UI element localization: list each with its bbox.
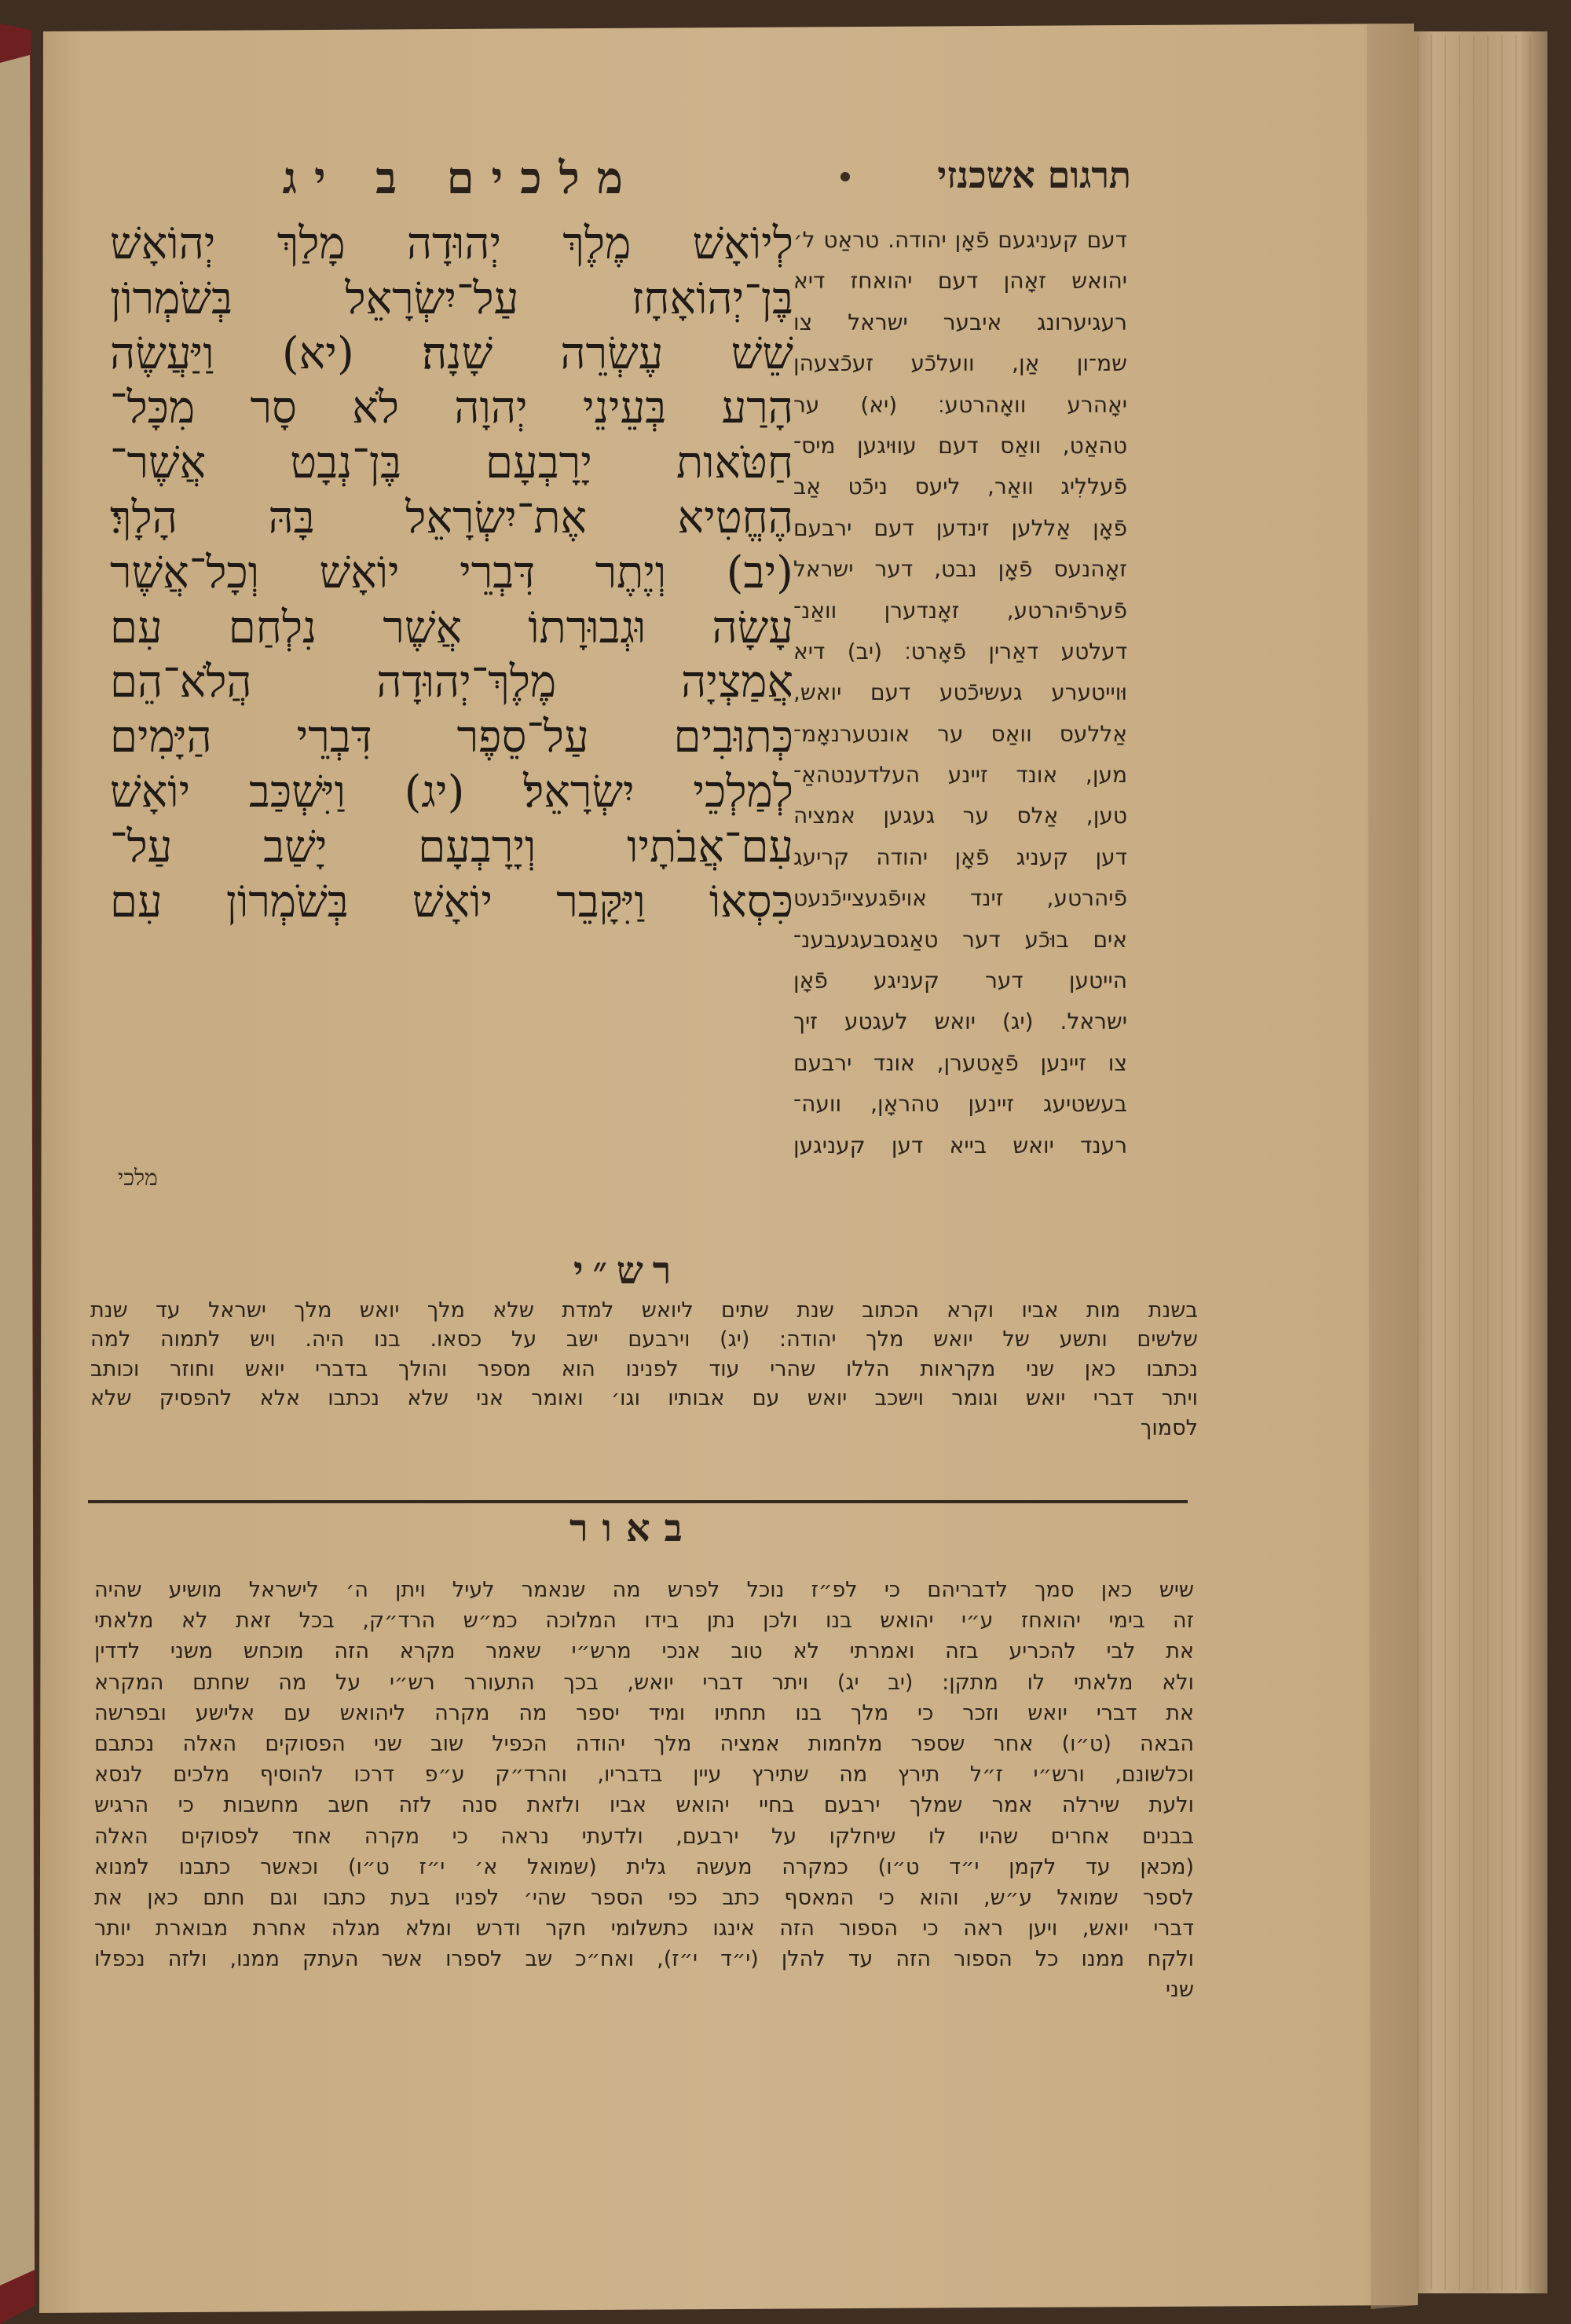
main-text-line: לְמַלְכֵי יִשְׂרָאֵל׃ (יג) וַיִּשְׁכַּב יוֹאָשׁ	[110, 766, 793, 818]
biur-line: הבאה (ט״ו) אחר שספר מלחמות אמציה מלך יהודה הכפיל שוב שני הפסוקים האלה נכתבם	[94, 1731, 1194, 1756]
hebrew-main-text	[110, 217, 793, 929]
translation-column	[793, 220, 1127, 1166]
translation-line: יאָהרע וואָהרטע׃ (יא) ער	[793, 391, 1127, 418]
biur-heading: באור	[569, 1506, 697, 1550]
biur-line: את לבי להכריע בזה ואמרתי לא טוב אנכי מרש״י שאמר מקרא הזה מוכחש משני לדדין	[94, 1639, 1194, 1664]
biur-line: זה בימי יהואחז ע״י יהואש בנו ולכן נתן בידו המלוכה כמ״ש הרד״ק, בכל זאת לא מלאתי	[94, 1609, 1194, 1634]
main-text-line: חַטֹּאות יָרָבְעָם בֶּן־נְבָט אֲשֶׁר־	[110, 437, 793, 489]
biur-line: ולעת שירלה אמר שמלך ירבעם בחיי יהואש אביו ולזאת סנה לזה חשב מחשבות כי הרגיש	[94, 1793, 1194, 1818]
translation-line: אים בוּכֿע דער טאַגסבעגעבענ־	[793, 926, 1127, 953]
translation-line: מען, אונד זיינע העלדענטהאַ־	[793, 762, 1127, 789]
translation-line: דעלטע דאַרין פֿאָרט׃ (יב) דיא	[793, 638, 1127, 664]
rashi-line: ויתר דברי יואש וגומר וישכב יואש עם אבותיו וגו׳ ואומר אני שלא נכתבו אלא להפסיק שלא	[90, 1386, 1198, 1411]
translation-line: ישראל. (יג) יואש לעגטע זיך	[793, 1008, 1127, 1035]
biur-line: וכלשונם, ורש״י ז״ל תירץ מה שתירץ עיין בדבריו, והרד״ק ע״פ דרכו להוסיף מלכים לנסא	[94, 1762, 1194, 1788]
main-text-line: לְיוֹאָשׁ מֶלֶךְ יְהוּדָה מָלַךְ יְהוֹאָשׁ	[110, 218, 793, 269]
biur-line: דברי יואש, ויען ראה כי הספור הזה אינגו כתשלומי חקר ודרש ומלא מגלה אחרת מבוארת יותר	[94, 1916, 1194, 1942]
main-text-line: הֶחֱטִיא אֶת־יִשְׂרָאֵל בָּהּ הָלָךְ׃	[110, 492, 793, 543]
translation-line: רענד יואש בייא דען קעניגען	[793, 1132, 1127, 1158]
main-text-line: שֵׁשׁ עֶשְׂרֵה שָׁנָה׃ (יא) וַיַּעֲשֶׂה	[110, 328, 793, 379]
translation-line: פֿערפֿיהרטע, זאָנדערן וואַנ־	[793, 597, 1127, 624]
rashi-line: בשנת מות אביו וקרא הכתוב שנת שתים ליואש למדת שלא מלך יואש מלך ישראל עד שנת	[90, 1298, 1198, 1323]
main-text-line: עִם־אֲבֹתָיו וְיָרָבְעָם יָשַׁב עַל־	[110, 821, 793, 873]
translation-line: בעשטיעג זיינען טהראָן, וועה־	[793, 1091, 1127, 1118]
main-text-line: הָרַע בְּעֵינֵי יְהוָה לֹא סָר מִכָּל־	[110, 382, 793, 434]
running-header-book: מלכים ב יג	[282, 152, 640, 204]
biur-line: ולקח ממנו כל הספור הזה עד להלן (י״ד י״ז), ואח״כ שב לספרו אשר העתק ממנו, ולזה נכפלו	[94, 1947, 1194, 1972]
translation-line: שמ־ון אַן, וועלכֿע זעכֿצעהן	[793, 350, 1127, 377]
main-text-line: כְּתוּבִים עַל־סֵפֶר דִּבְרֵי הַיָּמִים	[110, 712, 793, 763]
translation-line: טען, אַלס ער געגען אמציה	[793, 803, 1127, 829]
rashi-line: לסמוך	[1140, 1415, 1198, 1440]
translation-line: רעגיערונג איבער ישראל צו	[793, 309, 1127, 335]
biur-line: ולא מלאתי לו מתקן: (יב יג) ויתר דברי יואש, בכך התעורר רש״י על מה שחתם המקרא	[94, 1670, 1194, 1695]
main-text-line: בֶּן־יְהוֹאָחָז עַל־יִשְׂרָאֵל בְּשֹׁמְרוֹן	[110, 273, 793, 324]
biur-line: בבנים אחרים שהיו לו שיחלקו על ירבעם, ולדעתי נראה כי מקרה אחד לפסוקים האלה	[94, 1824, 1194, 1849]
rashi-heading: רש״י	[573, 1249, 681, 1293]
main-text-line: עָשָׂה וּגְבוּרָתוֹ אֲשֶׁר נִלְחַם עִם	[110, 602, 793, 653]
catchword: מלכי	[118, 1165, 158, 1191]
rashi-line: שלשים ותשע של יואש מלך יהודה: (יג) וירבעם ישב על כסאו. בנו היה. ויש לתמוה למה	[90, 1327, 1198, 1352]
biur-line: שיש כאן סמך לדבריהם כי לפ״ז נוכל לפרש מה שנאמר לעיל ויתן ה׳ לישראל מושיע שהיה	[94, 1578, 1194, 1602]
translation-line: יהואש זאָהן דעם יהואחז דיא	[793, 268, 1127, 295]
biur-line: (מכאן עד לקמן י״ד ט״ו) כמקרה מעשה גלית (שמואל א׳ י״ז ט״ו) וכאשר כתבנו למנוא	[94, 1854, 1194, 1879]
translation-line: דען קעניג פֿאָן יהודה קריעג	[793, 844, 1127, 870]
translation-line: הייטען דער קעניגע פֿאָן	[793, 968, 1127, 994]
main-text-line: כִּסְאוֹ וַיִּקָּבֵר יוֹאָשׁ בְּשֹׁמְרוֹן עִם	[110, 876, 793, 928]
translation-line: פֿאָן אַללען זינדען דעם ירבעם	[793, 514, 1127, 541]
translation-line: זאָהנעס פֿאָן נבט, דער ישראל	[793, 556, 1127, 583]
biur-line: את דברי יואש וזכר כי מלך בנו תחתיו ומיד יספר מה מקרה ליהואש עם אלישע ובפרשה	[94, 1700, 1194, 1726]
main-text-line: (יב) וְיֶתֶר דִּבְרֵי יוֹאָשׁ וְכָל־אֲשֶׁר	[110, 547, 793, 598]
translation-line: דעם קעניגעם פֿאָן יהודה. טראַט ל׳	[793, 227, 1127, 253]
rashi-commentary	[90, 1296, 1198, 1443]
header-ornament-icon	[840, 172, 850, 181]
main-text-line: אֲמַצְיָה מֶלֶךְ־יְהוּדָה הֲלֹא־הֵם	[110, 657, 793, 708]
translation-line: צו זיינען פֿאַטערן, אונד ירבעם	[793, 1049, 1127, 1076]
biur-line: שני	[1166, 1978, 1194, 2003]
running-header-translation: תרגום אשכנזי	[937, 154, 1131, 196]
translation-line: טהאַט, וואַס דעם עווּיגען מיס־	[793, 432, 1127, 459]
biur-commentary	[94, 1575, 1194, 2006]
rashi-line: נכתבו כאן שני מקראות הללו שהרי עוד לפנינו הוא מספר והולך בדברי יואש וחוזר וכותב	[90, 1356, 1198, 1382]
translation-line: וּוייטערע געשיכֿטע דעם יואש,	[793, 679, 1127, 706]
biur-line: לספר שמואל ע״ש, והוא כי המאסף כתב כפי הספר שהי׳ לפניו בעת כתבו וגם חתם כאן את	[94, 1885, 1194, 1910]
translation-line: פֿעללִיג וואַר, ליעס ניכֿט אַב	[793, 474, 1127, 500]
translation-line: אַללעס וואַס ער אונטערנאָמ־	[793, 720, 1127, 747]
section-divider	[88, 1500, 1188, 1503]
translation-line: פֿיהרטע, זינד אויפֿגעצייכֿנעט	[793, 885, 1127, 912]
